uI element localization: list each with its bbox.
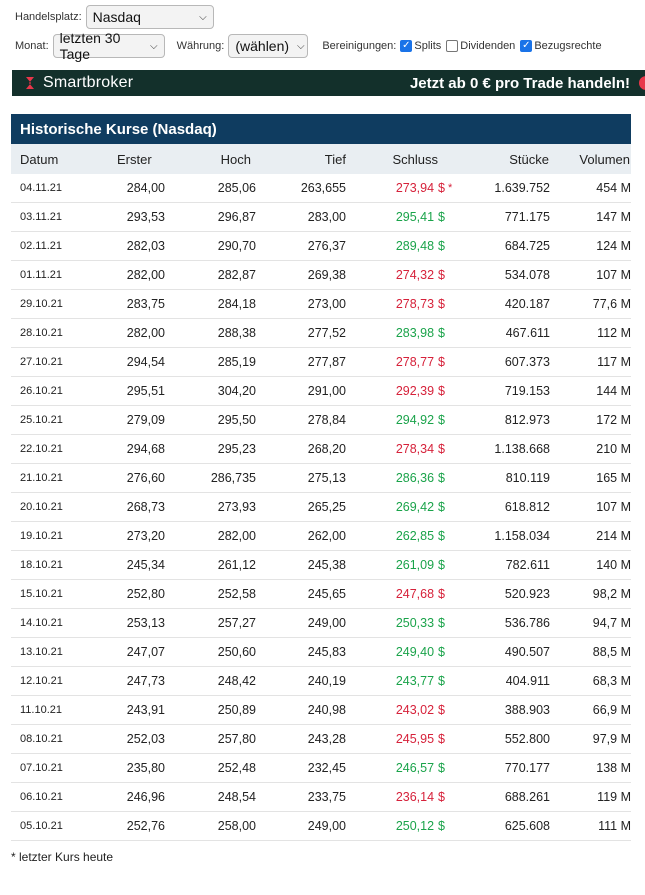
table-row <box>11 580 631 609</box>
checkbox-bezugsrechte-label: Bezugsrechte <box>534 40 602 52</box>
header-stuecke: Stücke <box>509 151 549 167</box>
cell-volumen: 107 M <box>596 268 631 282</box>
cell-hoch: 288,38 <box>217 326 256 340</box>
cell-hoch: 257,80 <box>217 732 256 746</box>
cell-stuecke: 770.177 <box>504 761 550 775</box>
cell-volumen: 107 M <box>596 500 631 514</box>
cell-volumen: 165 M <box>596 471 631 485</box>
cell-stuecke: 782.611 <box>505 558 550 572</box>
monat-value: letzten 30 Tage <box>59 30 121 62</box>
schluss-value: 278,77 <box>395 355 435 369</box>
schluss-value: 236,14 <box>395 790 435 804</box>
cell-stuecke: 467.611 <box>505 326 550 340</box>
footnote: * letzter Kurs heute <box>11 850 114 864</box>
table-row <box>11 493 631 522</box>
cell-schluss <box>346 558 456 572</box>
cell-stuecke: 688.261 <box>504 790 550 804</box>
cell-schluss <box>346 645 456 659</box>
cell-schluss <box>346 732 456 746</box>
cell-schluss <box>346 210 456 224</box>
chevron-down-icon: ⌵ <box>297 40 305 52</box>
cell-schluss <box>346 326 456 340</box>
cell-stuecke: 404.911 <box>505 674 550 688</box>
cell-volumen: 144 M <box>596 384 631 398</box>
currency-symbol: $ <box>438 732 445 746</box>
cell-erster: 268,73 <box>126 500 165 514</box>
cell-hoch: 282,87 <box>217 268 256 282</box>
cell-volumen: 111 M <box>598 819 631 833</box>
table-row <box>11 174 631 203</box>
cell-datum: 21.10.21 <box>20 472 63 484</box>
table-row <box>11 667 631 696</box>
cell-schluss <box>346 761 456 775</box>
cell-tief: 240,19 <box>307 674 346 688</box>
cell-erster: 282,03 <box>126 239 165 253</box>
chevron-down-icon: ⌵ <box>199 11 207 23</box>
cell-schluss <box>346 587 456 601</box>
currency-symbol: $ <box>438 500 445 514</box>
cell-erster: 273,20 <box>126 529 165 543</box>
cell-erster: 293,53 <box>126 210 165 224</box>
table-row <box>11 319 631 348</box>
table-row <box>11 638 631 667</box>
cell-erster: 282,00 <box>126 326 165 340</box>
cell-stuecke: 536.786 <box>504 616 550 630</box>
cell-hoch: 248,54 <box>217 790 256 804</box>
cell-volumen: 140 M <box>596 558 631 572</box>
header-tief: Tief <box>324 151 346 167</box>
currency-symbol: $ <box>438 384 445 398</box>
currency-symbol: $ <box>438 210 445 224</box>
table-row <box>11 783 631 812</box>
cell-tief: 268,20 <box>307 442 346 456</box>
currency-symbol: $ <box>438 587 445 601</box>
cell-erster: 282,00 <box>126 268 165 282</box>
cell-schluss <box>346 819 456 833</box>
cell-schluss <box>346 384 456 398</box>
cell-datum: 01.11.21 <box>20 269 63 281</box>
cell-stuecke: 625.608 <box>504 819 550 833</box>
table-row <box>11 812 631 841</box>
currency-symbol: $ <box>438 674 445 688</box>
cell-hoch: 258,00 <box>217 819 256 833</box>
cell-datum: 02.11.21 <box>20 240 63 252</box>
cell-hoch: 257,27 <box>217 616 256 630</box>
cell-tief: 263,655 <box>300 181 346 195</box>
cell-stuecke: 810.119 <box>505 471 550 485</box>
cell-erster: 279,09 <box>126 413 165 427</box>
cell-schluss <box>346 500 456 514</box>
cell-erster: 247,07 <box>126 645 165 659</box>
currency-symbol: $ <box>438 442 445 456</box>
cell-hoch: 252,58 <box>217 587 256 601</box>
cell-hoch: 250,60 <box>217 645 256 659</box>
checkbox-unchecked-icon[interactable] <box>446 40 458 52</box>
cell-tief: 273,00 <box>307 297 346 311</box>
handelsplatz-label: Handelsplatz: <box>15 11 82 23</box>
cell-datum: 26.10.21 <box>20 385 63 397</box>
cell-volumen: 119 M <box>597 790 631 804</box>
table-row <box>11 203 631 232</box>
cell-datum: 06.10.21 <box>20 791 63 803</box>
cell-stuecke: 618.812 <box>504 500 550 514</box>
handelsplatz-value: Nasdaq <box>92 9 141 25</box>
schluss-value: 274,32 <box>395 268 435 282</box>
cell-schluss <box>346 268 456 282</box>
cell-hoch: 285,19 <box>217 355 256 369</box>
cell-erster: 246,96 <box>126 790 165 804</box>
cell-stuecke: 1.639.752 <box>494 181 550 195</box>
options-row <box>15 30 604 62</box>
cell-schluss <box>346 674 456 688</box>
header-volumen: Volumen <box>579 151 630 167</box>
currency-symbol: $ <box>438 819 445 833</box>
schluss-value: 286,36 <box>395 471 435 485</box>
table-header-row <box>11 144 631 174</box>
schluss-value: 289,48 <box>395 239 435 253</box>
currency-symbol: $ <box>438 268 445 282</box>
header-datum: Datum <box>20 151 59 167</box>
cell-tief: 283,00 <box>307 210 346 224</box>
monat-select[interactable] <box>53 30 165 62</box>
cell-hoch: 248,42 <box>217 674 256 688</box>
cell-stuecke: 520.923 <box>504 587 550 601</box>
cell-erster: 294,68 <box>126 442 165 456</box>
schluss-value: 273,94 <box>395 181 435 195</box>
cell-schluss <box>346 529 456 543</box>
cell-tief: 249,00 <box>307 616 346 630</box>
cell-tief: 275,13 <box>307 471 346 485</box>
cell-erster: 295,51 <box>126 384 165 398</box>
schluss-value: 243,77 <box>395 674 435 688</box>
cell-erster: 235,80 <box>126 761 165 775</box>
cell-tief: 243,28 <box>307 732 346 746</box>
cell-datum: 18.10.21 <box>20 559 63 571</box>
schluss-value: 250,12 <box>395 819 435 833</box>
table-row <box>11 406 631 435</box>
waehrung-select[interactable] <box>228 34 308 58</box>
cell-tief: 245,83 <box>307 645 346 659</box>
table-row <box>11 551 631 580</box>
cell-datum: 03.11.21 <box>20 211 63 223</box>
checkbox-bezugsrechte[interactable] <box>520 40 601 52</box>
cell-erster: 283,75 <box>126 297 165 311</box>
cell-tief: 262,00 <box>307 529 346 543</box>
currency-symbol: $ <box>438 181 445 195</box>
cell-hoch: 304,20 <box>217 384 256 398</box>
cell-hoch: 273,93 <box>217 500 256 514</box>
historical-prices-table <box>11 114 631 841</box>
schluss-value: 278,34 <box>395 442 435 456</box>
cell-datum: 04.11.21 <box>20 182 63 194</box>
cell-hoch: 286,735 <box>210 471 256 485</box>
cell-erster: 294,54 <box>126 355 165 369</box>
currency-symbol: $ <box>438 471 445 485</box>
cell-hoch: 282,00 <box>217 529 256 543</box>
schluss-value: 245,95 <box>395 732 435 746</box>
schluss-value: 250,33 <box>395 616 435 630</box>
cell-datum: 19.10.21 <box>20 530 63 542</box>
cell-tief: 277,87 <box>307 355 346 369</box>
cell-tief: 240,98 <box>307 703 346 717</box>
cell-datum: 13.10.21 <box>20 646 63 658</box>
cell-stuecke: 552.800 <box>504 732 550 746</box>
cell-datum: 05.10.21 <box>20 820 63 832</box>
schluss-value: 278,73 <box>395 297 435 311</box>
cell-schluss <box>346 297 456 311</box>
cell-stuecke: 719.153 <box>504 384 550 398</box>
cell-datum: 12.10.21 <box>20 675 63 687</box>
cell-volumen: 454 M <box>596 181 631 195</box>
monat-label: Monat: <box>15 40 49 52</box>
schluss-value: 243,02 <box>395 703 435 717</box>
cell-stuecke: 420.187 <box>504 297 550 311</box>
cell-datum: 14.10.21 <box>20 617 63 629</box>
cell-datum: 11.10.21 <box>20 704 63 716</box>
cell-erster: 247,73 <box>126 674 165 688</box>
cell-erster: 252,80 <box>126 587 165 601</box>
table-row <box>11 522 631 551</box>
cell-erster: 284,00 <box>126 181 165 195</box>
cell-hoch: 295,23 <box>217 442 256 456</box>
cell-hoch: 250,89 <box>217 703 256 717</box>
schluss-value: 249,40 <box>395 645 435 659</box>
table-row <box>11 232 631 261</box>
currency-symbol: $ <box>438 558 445 572</box>
schluss-value: 292,39 <box>395 384 435 398</box>
cell-datum: 28.10.21 <box>20 327 63 339</box>
cell-datum: 20.10.21 <box>20 501 63 513</box>
schluss-value: 261,09 <box>395 558 435 572</box>
cell-tief: 291,00 <box>307 384 346 398</box>
bereinigungen-label: Bereinigungen: <box>322 40 397 52</box>
schluss-value: 295,41 <box>395 210 435 224</box>
cell-tief: 245,38 <box>307 558 346 572</box>
handelsplatz-row <box>15 5 214 29</box>
checkbox-checked-icon[interactable]: ✓ <box>522 40 531 51</box>
header-erster: Erster <box>117 151 152 167</box>
cell-tief: 245,65 <box>307 587 346 601</box>
cell-stuecke: 388.903 <box>504 703 550 717</box>
cell-tief: 249,00 <box>307 819 346 833</box>
cell-stuecke: 534.078 <box>504 268 550 282</box>
cell-volumen: 117 M <box>597 355 631 369</box>
smartbroker-logo-icon <box>23 75 37 91</box>
cell-datum: 15.10.21 <box>20 588 63 600</box>
cell-schluss <box>346 413 456 427</box>
cell-schluss <box>346 616 456 630</box>
cell-schluss <box>346 790 456 804</box>
currency-symbol: $ <box>438 616 445 630</box>
checkbox-splits[interactable] <box>400 40 441 52</box>
cell-volumen: 68,3 M <box>592 674 631 688</box>
table-row <box>11 435 631 464</box>
currency-symbol: $ <box>438 326 445 340</box>
cell-schluss <box>346 442 456 456</box>
table-row <box>11 464 631 493</box>
table-row <box>11 290 631 319</box>
currency-symbol: $ <box>438 790 445 804</box>
cell-stuecke: 490.507 <box>504 645 550 659</box>
cell-schluss <box>346 239 456 253</box>
checkbox-splits-label: Splits <box>414 40 442 52</box>
last-price-marker: * <box>448 182 453 194</box>
cell-hoch: 296,87 <box>217 210 256 224</box>
cell-erster: 252,76 <box>126 819 165 833</box>
cell-tief: 265,25 <box>307 500 346 514</box>
smartbroker-ad-banner[interactable] <box>12 70 645 96</box>
cell-stuecke: 812.973 <box>504 413 550 427</box>
schluss-value: 247,68 <box>395 587 435 601</box>
cell-schluss <box>346 471 456 485</box>
checkbox-dividenden[interactable] <box>446 40 515 52</box>
table-row <box>11 725 631 754</box>
waehrung-label: Währung: <box>176 40 225 52</box>
waehrung-value: (wählen) <box>235 38 290 54</box>
table-body <box>11 174 631 841</box>
cell-schluss <box>346 181 456 195</box>
cell-volumen: 88,5 M <box>592 645 631 659</box>
cell-hoch: 285,06 <box>217 181 256 195</box>
cell-tief: 276,37 <box>307 239 346 253</box>
table-row <box>11 609 631 638</box>
schluss-value: 283,98 <box>395 326 435 340</box>
cell-datum: 22.10.21 <box>20 443 63 455</box>
cell-tief: 269,38 <box>307 268 346 282</box>
table-row <box>11 348 631 377</box>
cell-schluss <box>346 355 456 369</box>
table-title: Historische Kurse (Nasdaq) <box>11 114 631 144</box>
chevron-down-icon: ⌵ <box>150 40 158 52</box>
banner-promo-text: Jetzt ab 0 € pro Trade handeln! <box>409 74 630 92</box>
schluss-value: 262,85 <box>395 529 435 543</box>
banner-brand: Smartbroker <box>43 74 134 91</box>
table-row <box>11 377 631 406</box>
currency-symbol: $ <box>438 413 445 427</box>
currency-symbol: $ <box>438 703 445 717</box>
cell-schluss <box>346 703 456 717</box>
cell-volumen: 214 M <box>596 529 631 543</box>
cell-volumen: 138 M <box>596 761 631 775</box>
table-row <box>11 696 631 725</box>
cell-erster: 276,60 <box>126 471 165 485</box>
cell-stuecke: 607.373 <box>504 355 550 369</box>
currency-symbol: $ <box>438 297 445 311</box>
cell-volumen: 172 M <box>596 413 631 427</box>
cell-tief: 232,45 <box>307 761 346 775</box>
currency-symbol: $ <box>438 645 445 659</box>
cell-datum: 08.10.21 <box>20 733 63 745</box>
cell-erster: 253,13 <box>126 616 165 630</box>
cell-hoch: 261,12 <box>217 558 256 572</box>
banner-badge-icon <box>639 76 645 90</box>
currency-symbol: $ <box>438 529 445 543</box>
checkbox-dividenden-label: Dividenden <box>460 40 516 52</box>
header-hoch: Hoch <box>220 151 251 167</box>
header-schluss: Schluss <box>392 151 438 167</box>
cell-hoch: 295,50 <box>217 413 256 427</box>
cell-volumen: 124 M <box>596 239 631 253</box>
checkbox-checked-icon[interactable]: ✓ <box>402 40 411 51</box>
cell-stuecke: 684.725 <box>504 239 550 253</box>
cell-volumen: 66,9 M <box>592 703 631 717</box>
cell-tief: 277,52 <box>307 326 346 340</box>
currency-symbol: $ <box>438 239 445 253</box>
cell-datum: 25.10.21 <box>20 414 63 426</box>
cell-hoch: 252,48 <box>217 761 256 775</box>
schluss-value: 246,57 <box>395 761 435 775</box>
cell-datum: 07.10.21 <box>20 762 63 774</box>
cell-hoch: 284,18 <box>217 297 256 311</box>
cell-volumen: 210 M <box>596 442 631 456</box>
cell-tief: 233,75 <box>307 790 346 804</box>
schluss-value: 294,92 <box>395 413 435 427</box>
currency-symbol: $ <box>438 761 445 775</box>
cell-volumen: 112 M <box>597 326 631 340</box>
cell-hoch: 290,70 <box>217 239 256 253</box>
cell-erster: 252,03 <box>126 732 165 746</box>
cell-tief: 278,84 <box>307 413 346 427</box>
handelsplatz-select[interactable] <box>86 5 214 29</box>
cell-stuecke: 1.138.668 <box>494 442 550 456</box>
table-row <box>11 754 631 783</box>
cell-volumen: 147 M <box>596 210 631 224</box>
cell-volumen: 98,2 M <box>592 587 631 601</box>
cell-datum: 27.10.21 <box>20 356 63 368</box>
cell-volumen: 94,7 M <box>592 616 631 630</box>
cell-erster: 245,34 <box>126 558 165 572</box>
table-row <box>11 261 631 290</box>
cell-datum: 29.10.21 <box>20 298 63 310</box>
currency-symbol: $ <box>438 355 445 369</box>
cell-volumen: 97,9 M <box>592 732 631 746</box>
schluss-value: 269,42 <box>395 500 435 514</box>
cell-erster: 243,91 <box>126 703 165 717</box>
cell-stuecke: 771.175 <box>504 210 550 224</box>
cell-stuecke: 1.158.034 <box>494 529 550 543</box>
cell-volumen: 77,6 M <box>592 297 631 311</box>
